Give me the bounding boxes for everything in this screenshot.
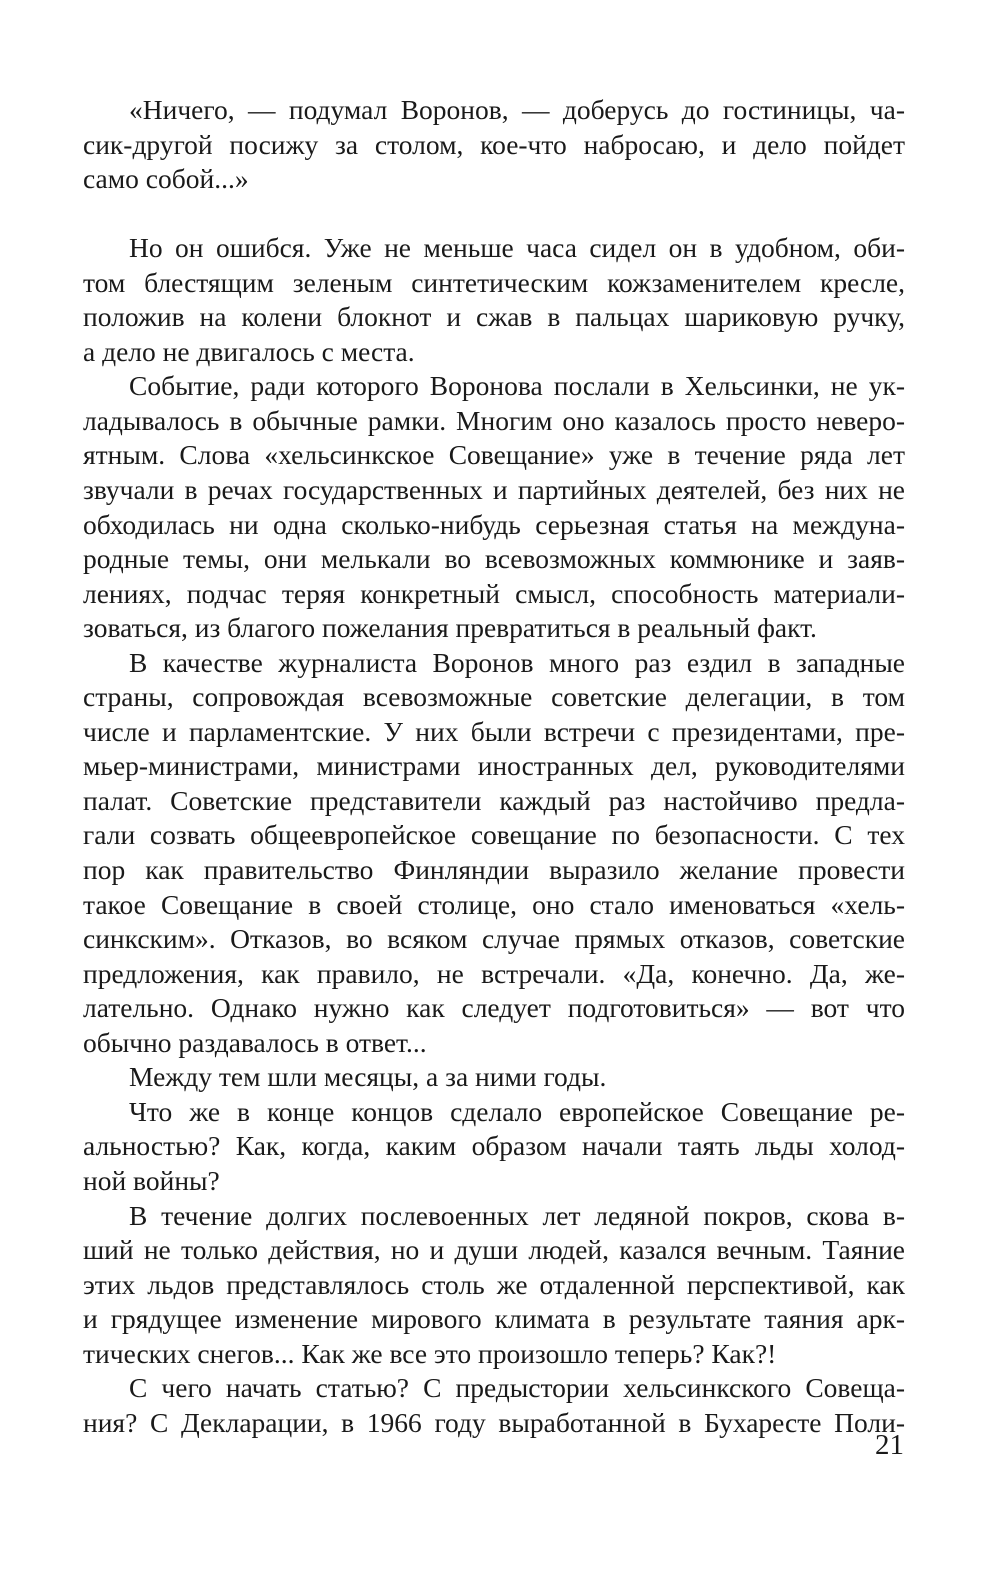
text-line: Между тем шли месяцы, а за ними годы. — [129, 1061, 607, 1093]
paragraph — [83, 646, 905, 1061]
text-line: и грядущее изменение мирового климата в результате таяния арк- — [83, 1303, 905, 1335]
paragraph — [83, 1199, 905, 1372]
text-line: ладывалось в обычные рамки. Многим оно казалось просто неверо- — [83, 404, 905, 436]
text-line: лательно. Однако нужно как следует подготовиться» — вот что — [83, 992, 905, 1024]
text-line: Но он ошибся. Уже не меньше часа сидел он в удобном, оби- — [129, 232, 905, 264]
text-line: этих льдов представлялось столь же отдаленной перспективой, как — [83, 1268, 905, 1300]
text-line: положив на колени блокнот и сжав в пальцах шариковую ручку, — [83, 301, 905, 333]
text-line: Что же в конце концов сделало европейское Совещание ре- — [129, 1095, 905, 1127]
page-number: 21 — [875, 1429, 904, 1461]
text-line: ятным. Слова «хельсинкское Совещание» уже в течение ряда лет — [83, 439, 905, 471]
text-line: родные темы, они мелькали во всевозможных коммюнике и заяв- — [83, 543, 905, 575]
paragraph — [83, 1060, 905, 1095]
text-line: альностью? Как, когда, каким образом начали таять льды холод- — [83, 1130, 905, 1162]
text-line: числе и парламентские. У них были встречи с президентами, пре- — [83, 715, 905, 747]
text-line: страны, сопровождая всевозможные советские делегации, в том — [83, 681, 905, 713]
paragraph — [83, 231, 905, 369]
text-line: синкским». Отказов, во всяком случае прямых отказов, советские — [83, 923, 905, 955]
text-line: лениях, подчас теряя конкретный смысл, способность материали- — [83, 577, 905, 609]
text-line: ния? С Декларации, в 1966 году выработанной в Бухаресте Поли- — [83, 1406, 905, 1438]
text-line: гали созвать общеевропейское совещание по безопасности. С тех — [83, 819, 905, 851]
text-line: обходилась ни одна сколько-нибудь серьезная статья на междуна- — [83, 508, 905, 540]
text-line: С чего начать статью? С предыстории хельсинкского Совеща- — [129, 1372, 905, 1404]
text-line: ной войны? — [83, 1164, 220, 1196]
text-line: звучали в речах государственных и партийных деятелей, без них не — [83, 474, 905, 506]
text-line: сик-другой посижу за столом, кое-что набросаю, и дело пойдет — [83, 128, 905, 160]
text-line: зоваться, из благого пожелания превратиться в реальный факт. — [83, 612, 817, 644]
paragraph — [83, 93, 905, 197]
text-line: «Ничего, — подумал Воронов, — доберусь до гостиницы, ча- — [129, 94, 905, 125]
text-line: такое Совещание в своей столице, оно стало именоваться «хель- — [83, 888, 905, 920]
text-line: пор как правительство Финляндии выразило желание провести — [83, 854, 905, 886]
paragraph — [83, 1095, 905, 1199]
text-body — [83, 93, 905, 1440]
text-line: само собой...» — [83, 163, 249, 195]
text-line: В течение долгих послевоенных лет ледяной покров, скова в- — [129, 1199, 905, 1231]
text-line: тических снегов... Как же все это произошло теперь? Как?! — [83, 1337, 777, 1369]
text-line: В качестве журналиста Воронов много раз ездил в западные — [129, 646, 905, 678]
text-line: а дело не двигалось с места. — [83, 335, 415, 367]
text-line: ший не только действия, но и души людей, казался вечным. Таяние — [83, 1234, 905, 1266]
text-line: палат. Советские представители каждый раз настойчиво предла- — [83, 784, 905, 816]
text-line: мьер-министрами, министрами иностранных дел, руководителями — [83, 750, 905, 782]
text-line: том блестящим зеленым синтетическим кожзаменителем кресле, — [83, 266, 905, 298]
text-line: обычно раздавалось в ответ... — [83, 1026, 427, 1058]
text-line: предложения, как правило, не встречали. «Да, конечно. Да, же- — [83, 957, 905, 989]
paragraph — [83, 1371, 905, 1440]
paragraph — [83, 369, 905, 645]
text-line: Событие, ради которого Воронова послали в Хельсинки, не ук- — [129, 370, 905, 402]
section-break — [83, 197, 905, 232]
